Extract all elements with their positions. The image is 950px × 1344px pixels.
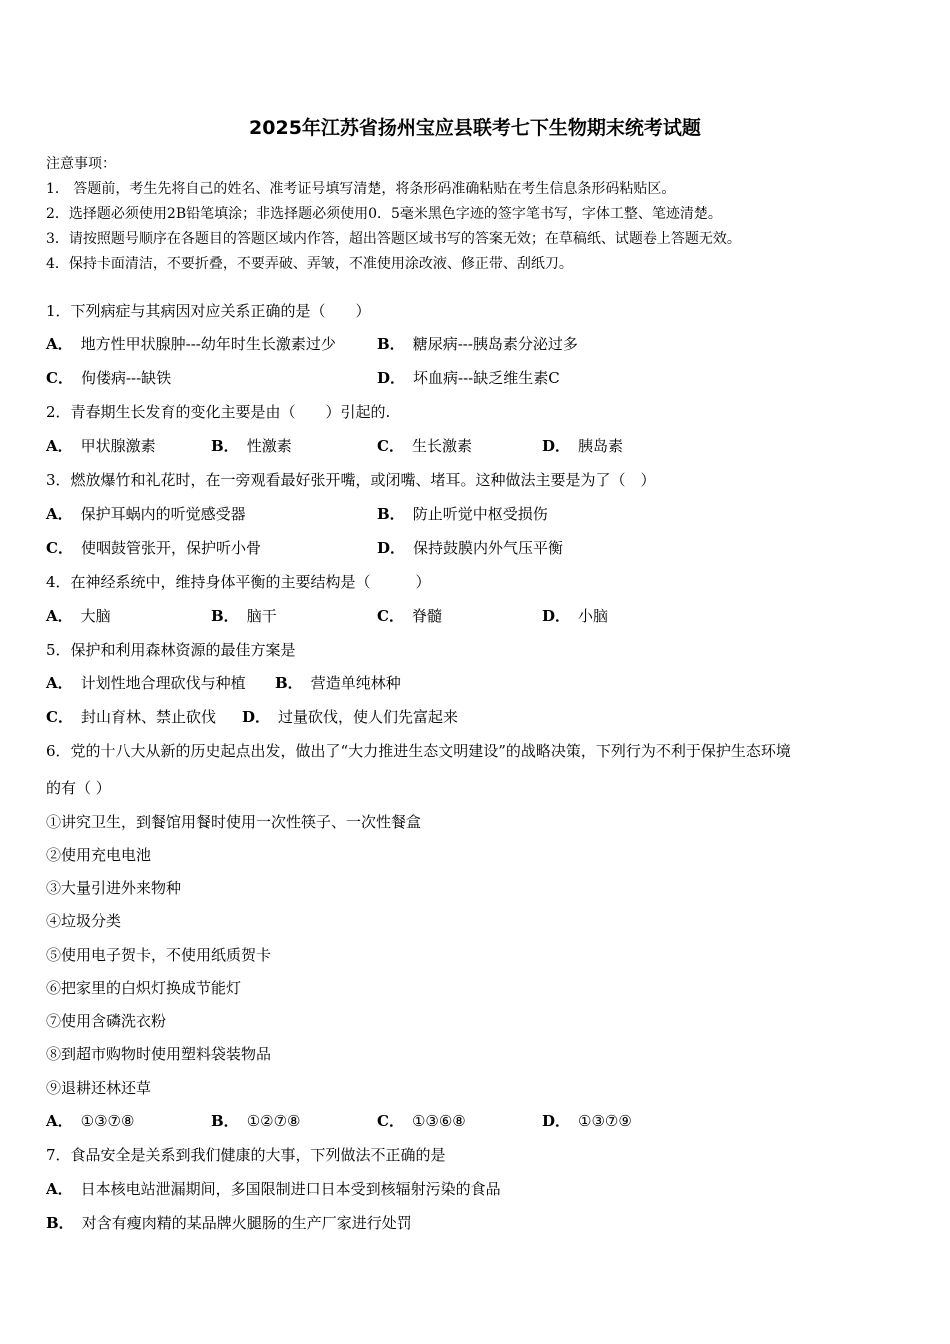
option-text: 日本核电站泄漏期间，多国限制进口日本受到核辐射污染的食品 bbox=[80, 1180, 501, 1198]
option-text: 佝偻病---缺铁 bbox=[80, 369, 172, 387]
question-3-option-d bbox=[377, 537, 563, 559]
option-text: 甲状腺激素 bbox=[80, 437, 156, 455]
option-text: 保护耳蜗内的听觉感受器 bbox=[80, 505, 246, 523]
note-item: 3．请按照题号顺序在各题目的答题区域内作答，超出答题区域书写的答案无效；在草稿纸、试题卷上答题无效。 bbox=[46, 231, 741, 247]
option-text: 大脑 bbox=[80, 607, 111, 625]
option-label: A． bbox=[46, 674, 73, 692]
question-2-option-b bbox=[211, 435, 292, 457]
option-label: B． bbox=[377, 335, 405, 353]
question-3-option-a bbox=[46, 503, 246, 525]
option-text: 脑干 bbox=[246, 607, 277, 625]
question-4-option-b bbox=[211, 605, 277, 627]
option-text: 生长激素 bbox=[411, 437, 472, 455]
option-label: A． bbox=[46, 437, 73, 455]
question-6-option-a bbox=[46, 1110, 134, 1132]
question-1-option-b bbox=[377, 333, 578, 355]
option-text: 性激素 bbox=[246, 437, 292, 455]
option-text: 对含有瘦肉精的某品牌火腿肠的生产厂家进行处罚 bbox=[81, 1214, 412, 1232]
option-text: ①③⑦⑨ bbox=[578, 1112, 632, 1130]
option-label: A． bbox=[46, 335, 73, 353]
question-2-option-a bbox=[46, 435, 156, 457]
option-text: 地方性甲状腺肿---幼年时生长激素过少 bbox=[80, 335, 336, 353]
option-label: D． bbox=[377, 539, 406, 557]
option-text: 使咽鼓管张开，保护听小骨 bbox=[80, 539, 261, 557]
option-label: A． bbox=[46, 1180, 73, 1198]
option-text: 坏血病---缺乏维生素C bbox=[413, 369, 560, 387]
question-6-option-d bbox=[542, 1110, 632, 1132]
option-text: 过量砍伐，使人们先富起来 bbox=[278, 708, 459, 726]
option-label: B． bbox=[377, 505, 405, 523]
question-5-option-a bbox=[46, 672, 246, 694]
question-7-option-b bbox=[46, 1212, 412, 1234]
question-3-option-b bbox=[377, 503, 548, 525]
option-text: 营造单纯林种 bbox=[310, 674, 401, 692]
option-text: ①③⑦⑧ bbox=[80, 1112, 135, 1130]
question-3-option-c bbox=[46, 537, 261, 559]
question-1-option-d bbox=[377, 367, 560, 389]
question-6-stem-continued: 的有（ ） bbox=[46, 779, 111, 797]
option-label: D． bbox=[542, 607, 571, 625]
option-label: B． bbox=[211, 437, 239, 455]
question-6-statement: ⑦使用含磷洗衣粉 bbox=[46, 1012, 167, 1030]
option-label: C． bbox=[377, 1112, 404, 1130]
notes-section bbox=[46, 152, 916, 277]
question-1-stem: 1．下列病症与其病因对应关系正确的是（ ） bbox=[46, 302, 371, 320]
option-label: A． bbox=[46, 1112, 73, 1130]
question-2-stem: 2．青春期生长发育的变化主要是由（ ）引起的. bbox=[46, 403, 391, 421]
question-7-option-a bbox=[46, 1178, 501, 1200]
option-text: 保持鼓膜内外气压平衡 bbox=[413, 539, 564, 557]
question-5-stem: 5．保护和利用森林资源的最佳方案是 bbox=[46, 641, 296, 659]
option-label: D． bbox=[377, 369, 406, 387]
question-6-stem: 6．党的十八大从新的历史起点出发，做出了“大力推进生态文明建设”的战略决策，下列行为不利于保护生态环境 bbox=[46, 742, 791, 760]
page-title: 2025年江苏省扬州宝应县联考七下生物期末统考试题 bbox=[249, 117, 701, 139]
option-text: 封山育林、禁止砍伐 bbox=[80, 708, 216, 726]
question-6-statement: ②使用充电电池 bbox=[46, 846, 152, 864]
option-label: B． bbox=[211, 607, 239, 625]
question-3-stem: 3．燃放爆竹和礼花时，在一旁观看最好张开嘴，或闭嘴、堵耳。这种做法主要是为了（ ） bbox=[46, 471, 656, 489]
question-6-statement: ③大量引进外来物种 bbox=[46, 879, 182, 897]
question-7-stem: 7．食品安全是关系到我们健康的大事，下列做法不正确的是 bbox=[46, 1146, 446, 1164]
question-6-statement: ⑤使用电子贺卡，不使用纸质贺卡 bbox=[46, 946, 272, 964]
question-6-option-b bbox=[211, 1110, 300, 1132]
option-text: 脊髓 bbox=[411, 607, 442, 625]
question-4-stem: 4．在神经系统中，维持身体平衡的主要结构是（ ） bbox=[46, 573, 431, 591]
option-text: ①③⑥⑧ bbox=[411, 1112, 466, 1130]
note-item: 4．保持卡面清洁，不要折叠，不要弄破、弄皱，不准使用涂改液、修正带、刮纸刀。 bbox=[46, 256, 573, 272]
option-label: C． bbox=[46, 539, 73, 557]
question-6-statement: ⑨退耕还林还草 bbox=[46, 1079, 152, 1097]
question-1-option-a bbox=[46, 333, 336, 355]
question-5-option-b bbox=[275, 672, 401, 694]
note-item: 2．选择题必须使用2B铅笔填涂；非选择题必须使用0．5毫米黑色字迹的签字笔书写，字体工整、笔迹清楚。 bbox=[46, 206, 722, 222]
option-label: B． bbox=[46, 1214, 74, 1232]
option-text: 防止听觉中枢受损伤 bbox=[412, 505, 548, 523]
option-text: 胰岛素 bbox=[578, 437, 624, 455]
question-4-option-c bbox=[377, 605, 442, 627]
option-label: C． bbox=[377, 607, 404, 625]
question-6-statement: ⑥把家里的白炽灯换成节能灯 bbox=[46, 979, 242, 997]
question-2-option-d bbox=[542, 435, 623, 457]
question-4-option-d bbox=[542, 605, 608, 627]
question-5-option-c bbox=[46, 706, 216, 728]
question-6-statement: ①讲究卫生，到餐馆用餐时使用一次性筷子、一次性餐盒 bbox=[46, 813, 422, 831]
question-6-option-c bbox=[377, 1110, 466, 1132]
question-6-statement: ⑧到超市购物时使用塑料袋装物品 bbox=[46, 1045, 272, 1063]
option-label: A． bbox=[46, 505, 73, 523]
option-text: 计划性地合理砍伐与种植 bbox=[80, 674, 246, 692]
option-text: ①②⑦⑧ bbox=[246, 1112, 301, 1130]
option-label: B． bbox=[211, 1112, 239, 1130]
question-5-option-d bbox=[242, 706, 458, 728]
question-2-option-c bbox=[377, 435, 472, 457]
question-4-option-a bbox=[46, 605, 111, 627]
option-text: 小脑 bbox=[578, 607, 609, 625]
notes-heading: 注意事项： bbox=[46, 156, 116, 172]
question-1-option-c bbox=[46, 367, 171, 389]
option-label: C． bbox=[377, 437, 404, 455]
option-label: D． bbox=[542, 437, 571, 455]
option-text: 糖尿病---胰岛素分泌过多 bbox=[412, 335, 578, 353]
option-label: C． bbox=[46, 369, 73, 387]
option-label: B． bbox=[275, 674, 303, 692]
note-item: 1． 答题前，考生先将自己的姓名、准考证号填写清楚，将条形码准确粘贴在考生信息条形码粘贴区。 bbox=[46, 181, 676, 197]
option-label: D． bbox=[242, 708, 271, 726]
option-label: C． bbox=[46, 708, 73, 726]
question-6-statement: ④垃圾分类 bbox=[46, 912, 122, 930]
option-label: A． bbox=[46, 607, 73, 625]
option-label: D． bbox=[542, 1112, 571, 1130]
